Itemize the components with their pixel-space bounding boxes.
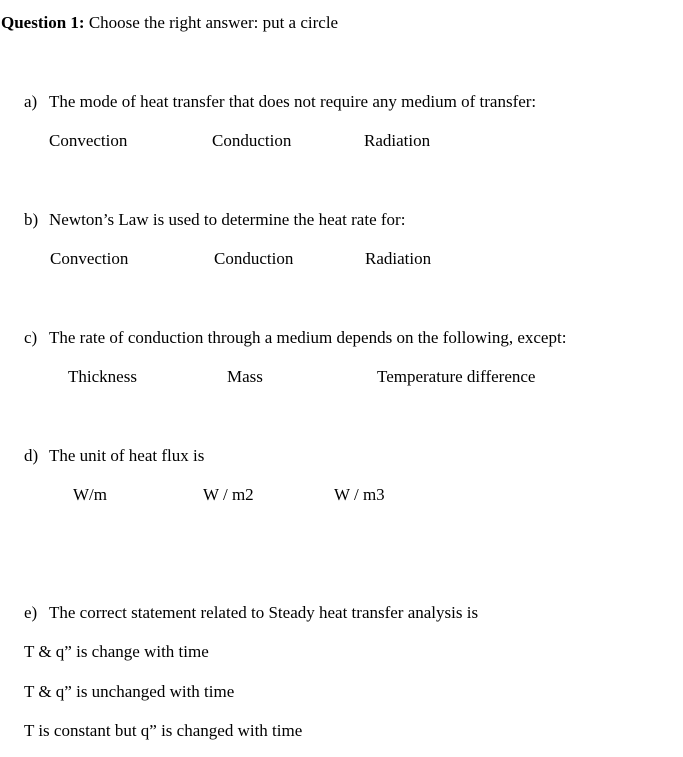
item-d-option-w-per-m[interactable]: W/m xyxy=(73,485,107,504)
item-b-question: Newton’s Law is used to determine the heat rate for: xyxy=(49,210,406,229)
question-number: Question 1: xyxy=(1,13,85,32)
item-c-option-temperature-difference[interactable]: Temperature difference xyxy=(377,367,536,386)
item-d-option-w-per-m3[interactable]: W / m3 xyxy=(334,485,385,504)
item-b-option-radiation[interactable]: Radiation xyxy=(365,249,432,268)
item-a-option-radiation[interactable]: Radiation xyxy=(364,131,431,150)
item-d-letter: d) xyxy=(24,446,39,465)
item-b-letter: b) xyxy=(24,210,39,229)
item-c-letter: c) xyxy=(24,328,38,347)
item-b-option-convection[interactable]: Convection xyxy=(50,249,129,268)
item-b-option-conduction[interactable]: Conduction xyxy=(214,249,294,268)
item-a-letter: a) xyxy=(24,92,38,111)
item-a-question: The mode of heat transfer that does not require any medium of transfer: xyxy=(49,92,537,111)
item-e-option-3[interactable]: T is constant but q” is changed with time xyxy=(24,721,303,740)
item-e-letter: e) xyxy=(24,603,38,622)
item-c-question: The rate of conduction through a medium depends on the following, except: xyxy=(49,328,567,347)
item-a-option-convection[interactable]: Convection xyxy=(49,131,128,150)
item-c-option-mass[interactable]: Mass xyxy=(227,367,263,386)
item-e-question: The correct statement related to Steady heat transfer analysis is xyxy=(49,603,479,622)
item-d-question: The unit of heat flux is xyxy=(49,446,205,465)
item-e-option-1[interactable]: T & q” is change with time xyxy=(24,642,209,661)
question-instruction: Choose the right answer: put a circle xyxy=(88,13,339,32)
item-c-option-thickness[interactable]: Thickness xyxy=(68,367,137,386)
item-a-option-conduction[interactable]: Conduction xyxy=(212,131,292,150)
question-header xyxy=(1,13,338,33)
item-d-option-w-per-m2[interactable]: W / m2 xyxy=(203,485,254,504)
item-e-option-2[interactable]: T & q” is unchanged with time xyxy=(24,682,235,701)
